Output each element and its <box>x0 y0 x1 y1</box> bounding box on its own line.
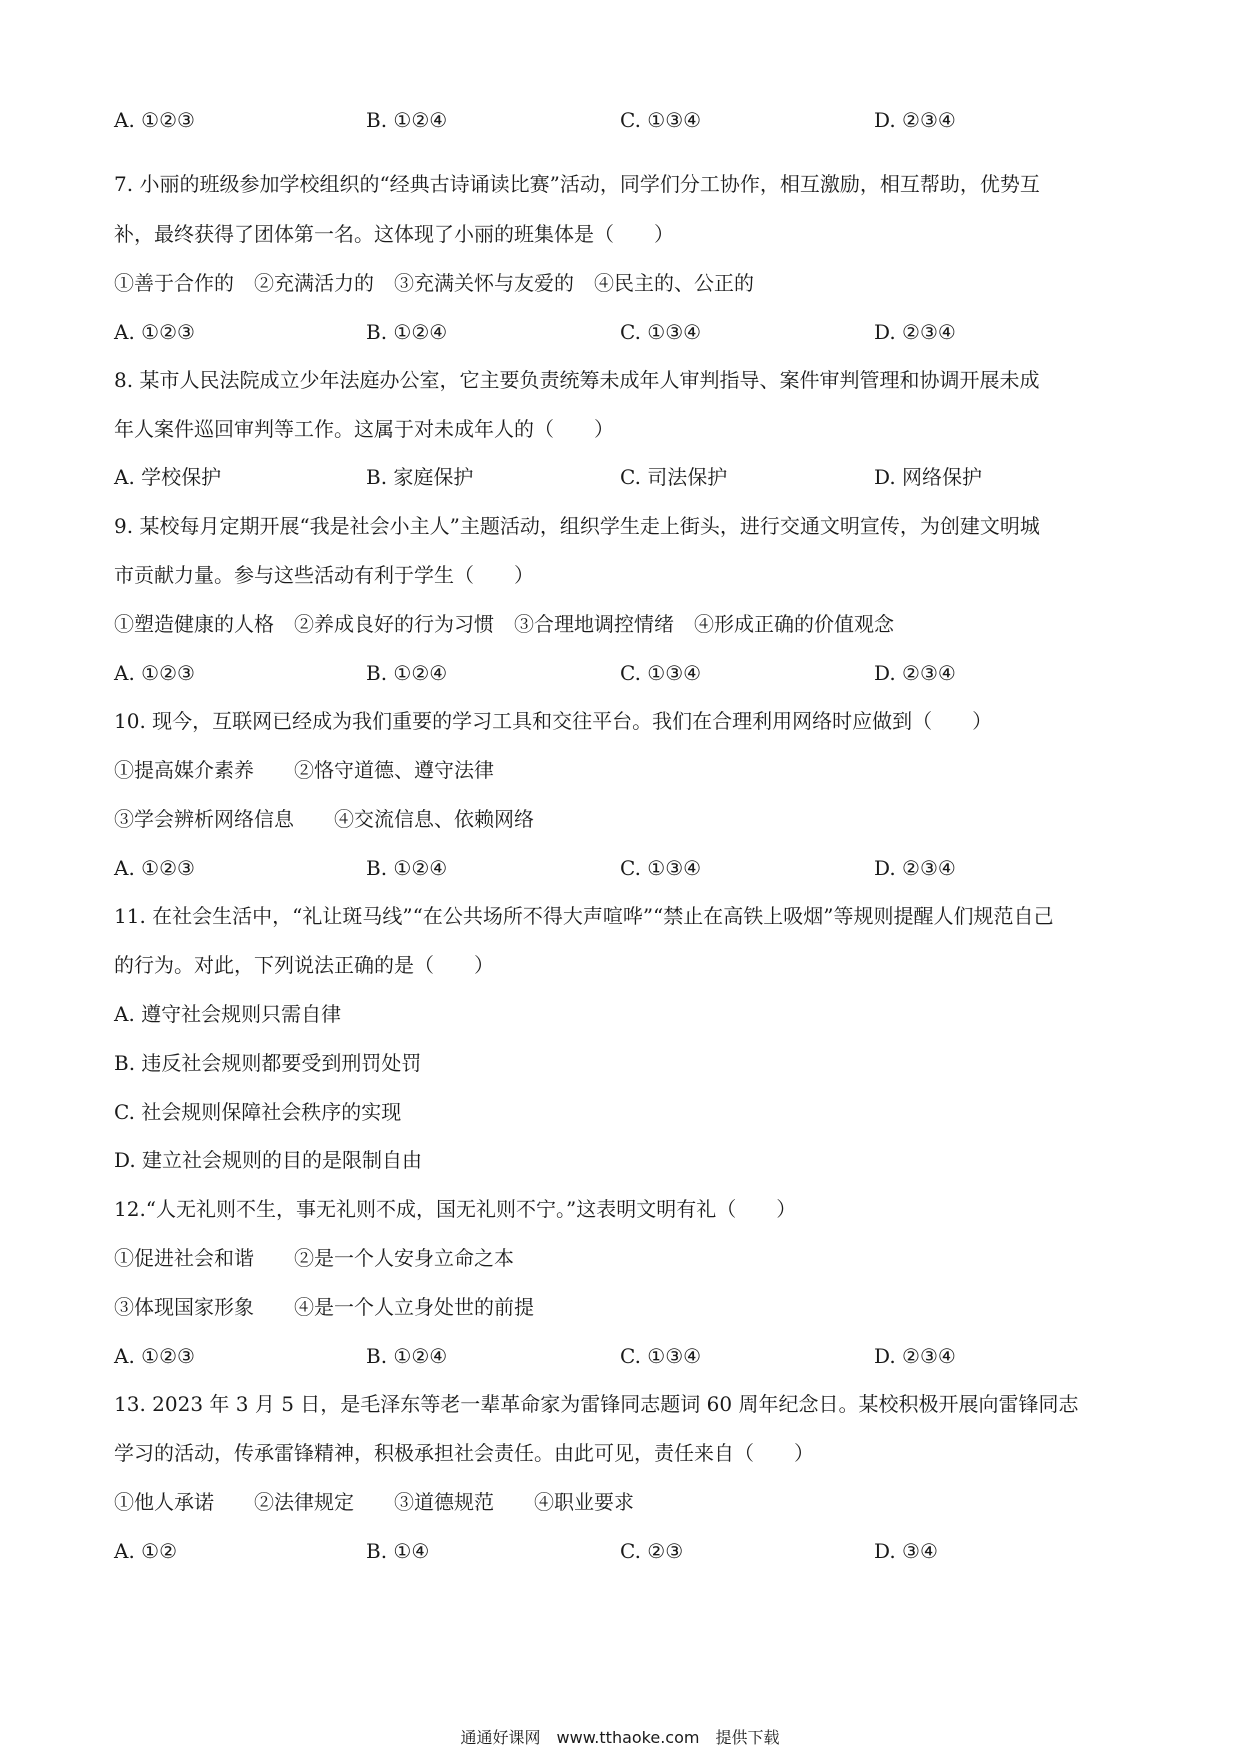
q10-option-a: A. ①②③ <box>114 856 195 880</box>
q7-choices-line: ①善于合作的 ②充满活力的 ③充满关怀与友爱的 ④民主的、公正的 <box>114 271 754 295</box>
q7-option-a: A. ①②③ <box>114 320 195 344</box>
download-footer: 通通好课网 www.tthaoke.com 提供下载 <box>460 1728 780 1747</box>
q7-options <box>114 318 1134 346</box>
q10-choices-line-2: ③学会辨析网络信息 ④交流信息、依赖网络 <box>114 807 534 831</box>
q7-stem-line-2: 补，最终获得了团体第一名。这体现了小丽的班集体是（ ） <box>114 222 674 246</box>
q7-option-d: D. ②③④ <box>874 320 956 344</box>
q6-option-b: B. ①②④ <box>366 108 448 132</box>
q9-option-b: B. ①②④ <box>366 661 448 685</box>
q10-option-c: C. ①③④ <box>620 856 702 880</box>
q8-stem-line-1: 8. 某市人民法院成立少年法庭办公室，它主要负责统筹未成年人审判指导、案件审判管理和协调开展未成 <box>114 368 1040 392</box>
q9-option-a: A. ①②③ <box>114 661 195 685</box>
q8-stem-line-2: 年人案件巡回审判等工作。这属于对未成年人的（ ） <box>114 417 614 441</box>
q8-option-b: B. 家庭保护 <box>366 465 474 489</box>
q12-stem-line-1: 12.“人无礼则不生，事无礼则不成，国无礼则不宁。”这表明文明有礼（ ） <box>114 1197 797 1221</box>
q7-stem-line-1: 7. 小丽的班级参加学校组织的“经典古诗诵读比赛”活动，同学们分工协作，相互激励，相互帮助，优势互 <box>114 172 1040 196</box>
q6-options <box>114 106 1134 134</box>
q6-option-c: C. ①③④ <box>620 108 702 132</box>
q11-option-a: A. 遵守社会规则只需自律 <box>114 1002 342 1026</box>
q12-option-b: B. ①②④ <box>366 1344 448 1368</box>
q10-options <box>114 854 1134 882</box>
q9-options <box>114 659 1134 687</box>
q11-option-d: D. 建立社会规则的目的是限制自由 <box>114 1148 423 1172</box>
q10-option-b: B. ①②④ <box>366 856 448 880</box>
q11-option-b: B. 违反社会规则都要受到刑罚处罚 <box>114 1051 422 1075</box>
q8-option-d: D. 网络保护 <box>874 465 983 489</box>
q6-option-d: D. ②③④ <box>874 108 956 132</box>
q9-choices-line: ①塑造健康的人格 ②养成良好的行为习惯 ③合理地调控情绪 ④形成正确的价值观念 <box>114 612 894 636</box>
q11-option-c: C. 社会规则保障社会秩序的实现 <box>114 1100 402 1124</box>
q13-choices-line: ①他人承诺 ②法律规定 ③道德规范 ④职业要求 <box>114 1490 634 1514</box>
q10-option-d: D. ②③④ <box>874 856 956 880</box>
q13-option-b: B. ①④ <box>366 1539 430 1563</box>
q13-options <box>114 1537 1134 1565</box>
q9-stem-line-2: 市贡献力量。参与这些活动有利于学生（ ） <box>114 563 534 587</box>
q7-option-b: B. ①②④ <box>366 320 448 344</box>
q9-option-d: D. ②③④ <box>874 661 956 685</box>
q8-option-c: C. 司法保护 <box>620 465 728 489</box>
q12-option-c: C. ①③④ <box>620 1344 702 1368</box>
q10-choices-line-1: ①提高媒介素养 ②恪守道德、遵守法律 <box>114 758 494 782</box>
q7-option-c: C. ①③④ <box>620 320 702 344</box>
q10-stem-line-1: 10. 现今，互联网已经成为我们重要的学习工具和交往平台。我们在合理利用网络时应做到（ ） <box>114 709 993 733</box>
q11-stem-line-2: 的行为。对此，下列说法正确的是（ ） <box>114 953 494 977</box>
q13-option-c: C. ②③ <box>620 1539 684 1563</box>
q6-option-a: A. ①②③ <box>114 108 195 132</box>
q9-option-c: C. ①③④ <box>620 661 702 685</box>
q13-stem-line-1: 13. 2023 年 3 月 5 日，是毛泽东等老一辈革命家为雷锋同志题词 60 周年纪念日。某校积极开展向雷锋同志 <box>114 1392 1079 1416</box>
q12-choices-line-2: ③体现国家形象 ④是一个人立身处世的前提 <box>114 1295 534 1319</box>
q8-option-a: A. 学校保护 <box>114 465 222 489</box>
q9-stem-line-1: 9. 某校每月定期开展“我是社会小主人”主题活动，组织学生走上街头，进行交通文明宣传，为创建文明城 <box>114 514 1040 538</box>
q12-choices-line-1: ①促进社会和谐 ②是一个人安身立命之本 <box>114 1246 514 1270</box>
q12-options <box>114 1342 1134 1370</box>
q12-option-d: D. ②③④ <box>874 1344 956 1368</box>
q13-option-a: A. ①② <box>114 1539 178 1563</box>
q12-option-a: A. ①②③ <box>114 1344 195 1368</box>
q13-stem-line-2: 学习的活动，传承雷锋精神，积极承担社会责任。由此可见，责任来自（ ） <box>114 1441 814 1465</box>
q13-option-d: D. ③④ <box>874 1539 938 1563</box>
q11-stem-line-1: 11. 在社会生活中，“礼让斑马线”“在公共场所不得大声喧哗”“禁止在高铁上吸烟”等规则提醒人们规范自己 <box>114 904 1054 928</box>
q8-options <box>114 463 1134 491</box>
